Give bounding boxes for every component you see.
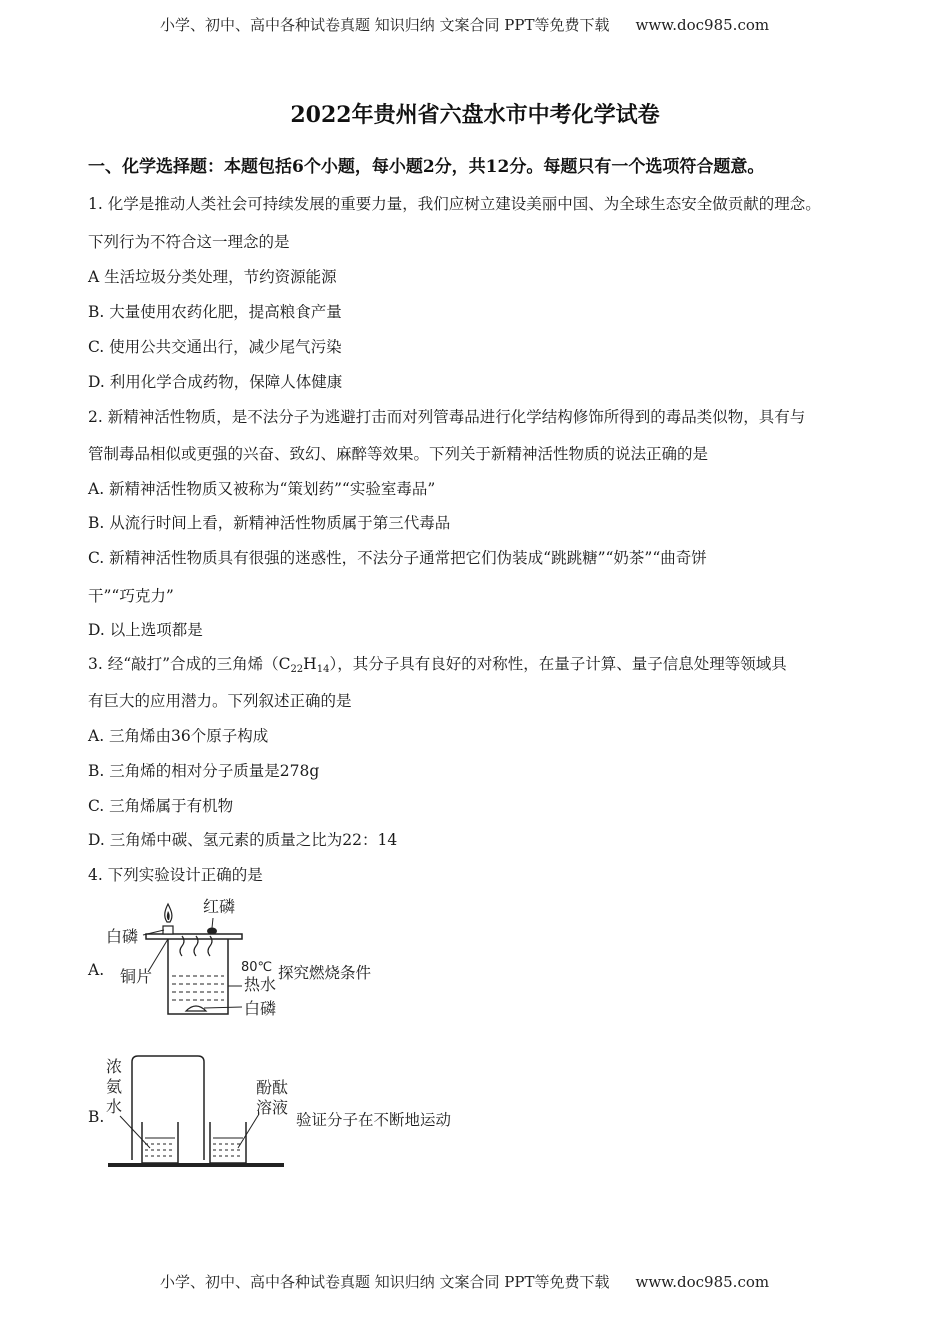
- white-phosphorus-bottom-shape: [186, 1006, 206, 1011]
- label-copper-sheet: 铜片: [120, 967, 153, 986]
- q2-option-b: B. 从流行时间上看，新精神活性物质属于第三代毒品: [88, 514, 451, 532]
- q3-stem-line2: 有巨大的应用潜力。下列叙述正确的是: [88, 692, 352, 710]
- q3-option-c: C. 三角烯属于有机物: [88, 797, 234, 815]
- q3-stem-pre: 3. 经“敲打”合成的三角烯（C: [88, 655, 291, 673]
- beaker-shape: [168, 939, 228, 1014]
- label-ammonia-2: 氨: [106, 1077, 123, 1096]
- footer-text: 小学、初中、高中各种试卷真题 知识归纳 文案合同 PPT等免费下载: [160, 1273, 610, 1291]
- q4-stem: 4. 下列实验设计正确的是: [88, 866, 263, 884]
- q3-sub-h: 14: [316, 664, 330, 675]
- large-beaker-shape: [132, 1056, 204, 1160]
- combustion-experiment-figure: [104, 890, 304, 1022]
- molecular-motion-experiment-figure: [104, 1048, 300, 1174]
- ammonia-beaker-shape: [142, 1122, 178, 1163]
- base-plate-shape: [108, 1163, 284, 1167]
- leader-white-phosphorus-bottom: [204, 1007, 242, 1008]
- q4-option-b-caption: 验证分子在不断地运动: [296, 1111, 452, 1129]
- label-phenolphthalein-1: 酚酞: [256, 1078, 289, 1097]
- label-white-phosphorus-top: 白磷: [106, 927, 139, 946]
- q4-option-a-label: A.: [88, 961, 105, 979]
- q2-option-a: A. 新精神活性物质又被称为“策划药”“实验室毒品”: [88, 480, 436, 498]
- q2-stem-line1: 2. 新精神活性物质，是不法分子为逃避打击而对列管毒品进行化学结构修饰所得到的毒品类似物，具有与: [88, 408, 806, 426]
- q3-option-d: D. 三角烯中碳、氢元素的质量之比为22：14: [88, 831, 398, 849]
- q1-option-c: C. 使用公共交通出行，减少尾气污染: [88, 338, 342, 356]
- label-ammonia-1: 浓: [106, 1057, 123, 1076]
- leader-ammonia: [120, 1116, 150, 1148]
- red-phosphorus-shape: [207, 928, 217, 935]
- phenolphthalein-beaker-shape: [210, 1122, 246, 1163]
- q4-option-a-caption: 探究燃烧条件: [278, 964, 372, 982]
- footer-url[interactable]: www.doc985.com: [635, 1273, 770, 1291]
- white-phosphorus-top-shape: [163, 926, 173, 934]
- q2-stem-line2: 管制毒品相似或更强的兴奋、致幻、麻醉等效果。下列关于新精神活性物质的说法正确的是: [88, 445, 709, 463]
- label-hot-water: 热水: [244, 975, 277, 994]
- header-url[interactable]: www.doc985.com: [635, 16, 770, 34]
- q3-option-a: A. 三角烯由36个原子构成: [88, 727, 269, 745]
- q1-stem-line2: 下列行为不符合这一理念的是: [88, 233, 290, 251]
- label-phenolphthalein-2: 溶液: [256, 1098, 289, 1117]
- page-footer: [160, 1271, 769, 1292]
- q2-option-c-line2: 干”“巧克力”: [88, 587, 174, 605]
- label-white-phosphorus-bottom: 白磷: [244, 999, 277, 1018]
- q3-h: H: [303, 655, 317, 673]
- page-header: [160, 14, 769, 35]
- label-temperature: 80℃: [241, 960, 273, 975]
- q1-stem-line1: 1. 化学是推动人类社会可持续发展的重要力量，我们应树立建设美丽中国、为全球生态安全做贡献的理念。: [88, 195, 821, 213]
- q1-option-a: A 生活垃圾分类处理，节约资源能源: [88, 268, 337, 286]
- q2-option-d: D. 以上选项都是: [88, 621, 203, 639]
- q1-option-d: D. 利用化学合成药物，保障人体健康: [88, 373, 343, 391]
- q1-option-b: B. 大量使用农药化肥，提高粮食产量: [88, 303, 342, 321]
- leader-red-phosphorus: [212, 918, 213, 928]
- header-text: 小学、初中、高中各种试卷真题 知识归纳 文案合同 PPT等免费下载: [160, 16, 610, 34]
- q3-stem-line1: [88, 652, 787, 675]
- q3-option-b: B. 三角烯的相对分子质量是278g: [88, 762, 320, 780]
- label-ammonia-3: 水: [106, 1097, 123, 1116]
- hot-water-shape: [172, 976, 224, 1000]
- leader-phenolphthalein: [238, 1114, 259, 1148]
- q3-sub-c: 22: [290, 664, 304, 675]
- page-title: 2022年贵州省六盘水市中考化学试卷: [290, 102, 660, 128]
- q2-option-c-line1: C. 新精神活性物质具有很强的迷惑性，不法分子通常把它们伪装成“跳跳糖”“奶茶”“曲奇饼: [88, 549, 707, 567]
- copper-sheet-shape: [146, 934, 242, 939]
- label-red-phosphorus: 红磷: [203, 897, 236, 916]
- q4-option-b-label: B.: [88, 1108, 105, 1126]
- section-heading: 一、化学选择题：本题包括6个小题，每小题2分，共12分。每题只有一个选项符合题意。: [88, 157, 765, 177]
- q3-stem-post: ），其分子具有良好的对称性，在量子计算、量子信息处理等领域具: [329, 655, 787, 673]
